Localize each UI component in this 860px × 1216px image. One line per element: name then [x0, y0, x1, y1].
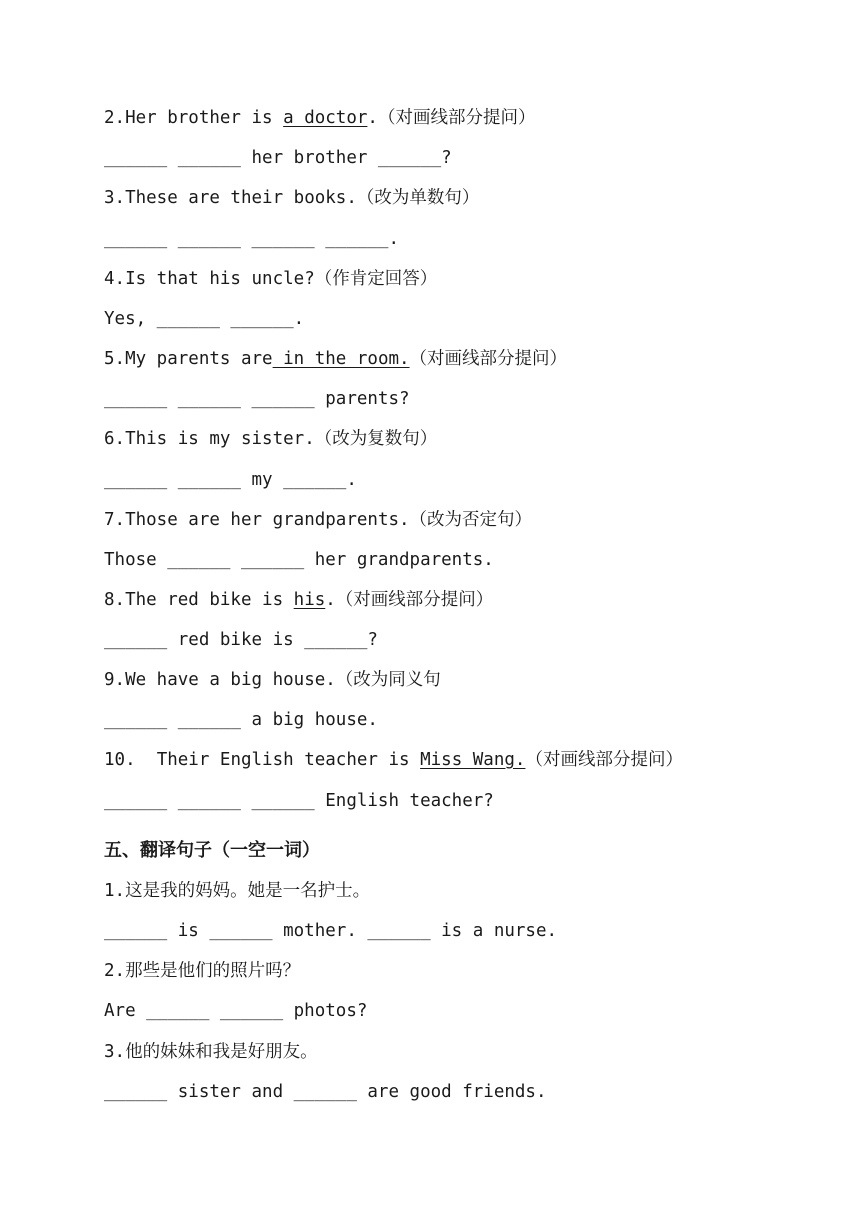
answer-2: ______ ______ her brother ______? [104, 148, 452, 168]
question-2: 2.Her brother is a doctor.（对画线部分提问） [104, 108, 536, 128]
question-10: 10. Their English teacher is Miss Wang.（对画线部分提问） [104, 750, 683, 770]
question-5: 5.My parents are in the room.（对画线部分提问） [104, 349, 568, 369]
translate-prompt-3: 3.他的妹妹和我是好朋友。 [104, 1042, 318, 1062]
answer-3: ______ ______ ______ ______. [104, 229, 400, 249]
translate-answer-1: ______ is ______ mother. ______ is a nurse. [104, 921, 558, 941]
question-7: 7.Those are her grandparents.（改为否定句） [104, 510, 533, 530]
answer-7: Those ______ ______ her grandparents. [104, 550, 494, 570]
answer-10: ______ ______ ______ English teacher? [104, 791, 494, 811]
answer-5: ______ ______ ______ parents? [104, 389, 410, 409]
underlined-part: a doctor [283, 108, 368, 128]
translate-prompt-2: 2.那些是他们的照片吗？ [104, 961, 301, 981]
translate-prompt-1: 1.这是我的妈妈。她是一名护士。 [104, 881, 371, 901]
answer-6: ______ ______ my ______. [104, 470, 357, 490]
translate-answer-3: ______ sister and ______ are good friends. [104, 1082, 547, 1102]
answer-4: Yes, ______ ______. [104, 309, 305, 329]
underlined-part: Miss Wang. [420, 750, 526, 770]
answer-8: ______ red bike is ______? [104, 630, 378, 650]
answer-9: ______ ______ a big house. [104, 710, 378, 730]
question-8: 8.The red bike is his.（对画线部分提问） [104, 590, 494, 610]
question-3: 3.These are their books.（改为单数句） [104, 188, 480, 208]
question-6: 6.This is my sister.（改为复数句） [104, 429, 438, 449]
question-4: 4.Is that his uncle?（作肯定回答） [104, 269, 438, 289]
underlined-part: in the room. [272, 349, 410, 369]
underlined-part: his [293, 590, 326, 610]
section-5-title: 五、翻译句子（一空一词） [104, 840, 320, 861]
question-9: 9.We have a big house.（改为同义句 [104, 670, 441, 690]
translate-answer-2: Are ______ ______ photos? [104, 1001, 368, 1021]
